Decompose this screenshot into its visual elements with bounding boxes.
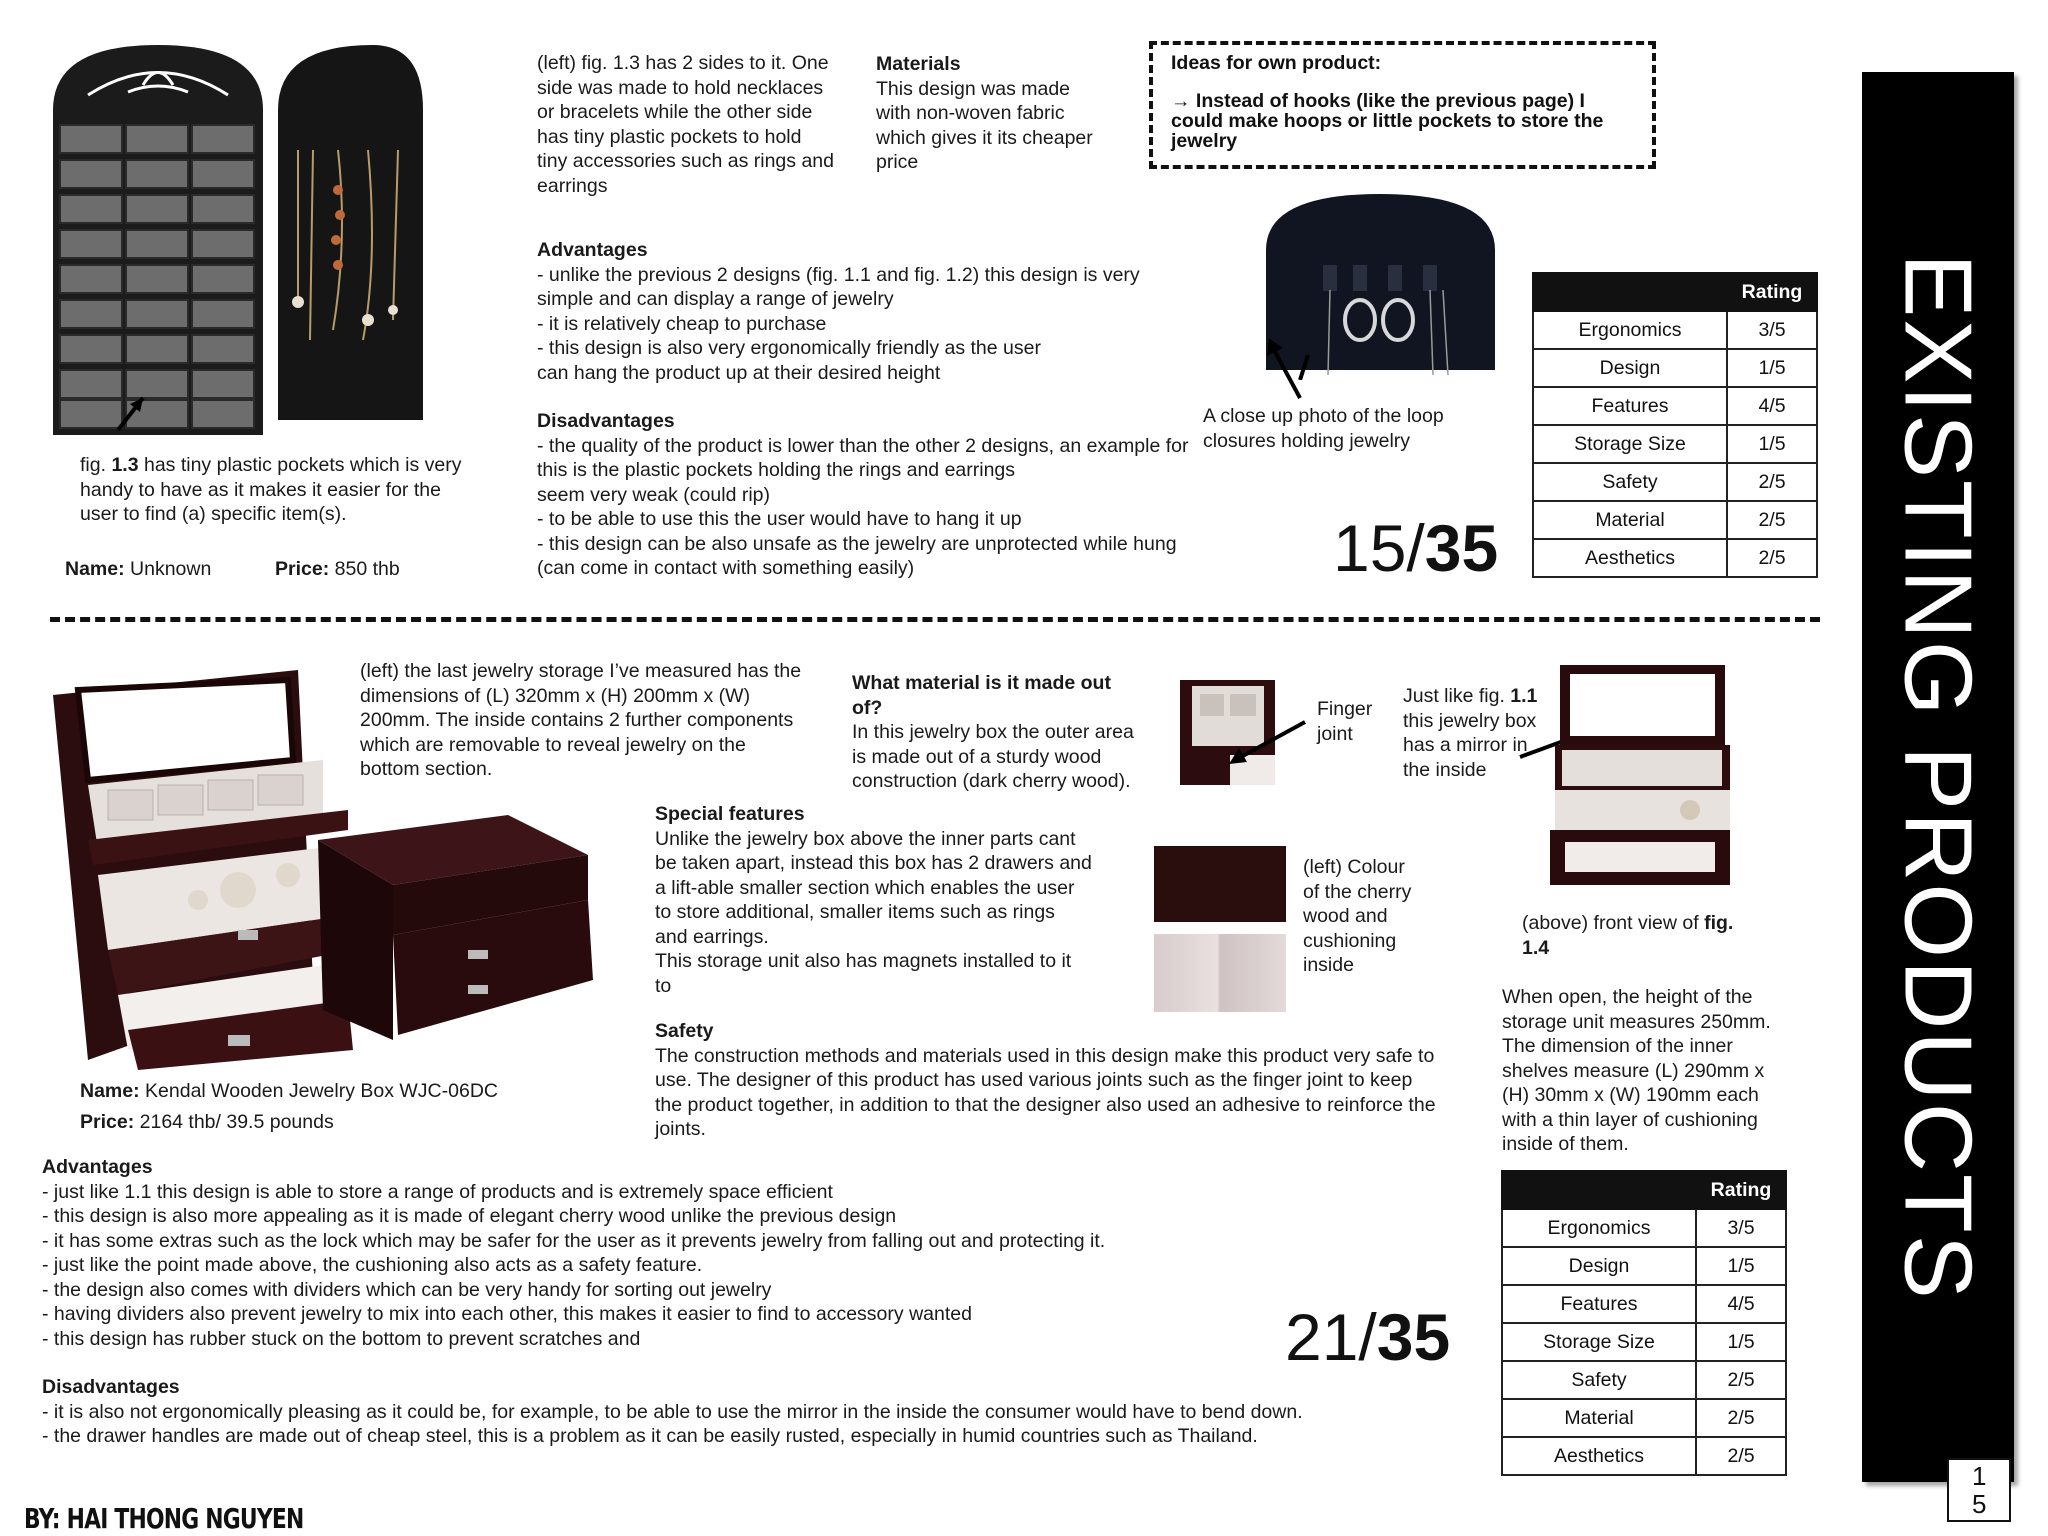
bottom-rating-table bbox=[1501, 1170, 1787, 1476]
top-intro: (left) fig. 1.3 has 2 sides to it. One side was made to hold necklaces or bracelets while the other side has tiny plastic pockets to hold tiny accessories such as rings and earrings bbox=[537, 52, 834, 197]
table-row: Features 4/5 bbox=[1533, 387, 1817, 425]
table-row: Safety 2/5 bbox=[1502, 1361, 1786, 1399]
rating-header: Rating bbox=[1696, 1171, 1786, 1209]
side-title bbox=[1862, 72, 2014, 1482]
mirror-note: Just like fig. 1.1 this jewelry box has a mirror in the inside bbox=[1403, 685, 1538, 781]
table-row: Material 2/5 bbox=[1533, 501, 1817, 539]
product-name-bottom: Name: Kendal Wooden Jewelry Box WJC-06DC bbox=[80, 1080, 498, 1102]
table-row: Storage Size 1/5 bbox=[1533, 425, 1817, 463]
table-row: Aesthetics 2/5 bbox=[1502, 1437, 1786, 1475]
safety-block: Safety The construction methods and materials used in this design make this product very safe to use. The designer of this product has used various joints such as the finger joint to keep the product together, in addition to that the designer also used an adhesive to reinforce the joints. bbox=[655, 1020, 1436, 1140]
special-features: Special features Unlike the jewelry box above the inner parts cant be taken apart, instead this box has 2 drawers and a lift-able smaller section which enables the user to store additional, smaller items such as rings and earrings. This storage unit also has magnets installed to it to bbox=[655, 803, 1092, 997]
rating-header: Rating bbox=[1727, 273, 1817, 311]
closeup-caption: A close up photo of the loop closures holding jewelry bbox=[1203, 405, 1444, 452]
table-row: Aesthetics 2/5 bbox=[1533, 539, 1817, 577]
page-title: EXISTING PRODUCTS bbox=[1885, 253, 1992, 1301]
cushion-swatch bbox=[1154, 934, 1286, 1012]
front-view-caption: (above) front view of fig. 1.4 bbox=[1522, 912, 1734, 959]
top-score: 15/35 bbox=[1333, 511, 1499, 585]
material-block: What material is it made out of? In this jewelry box the outer area is made out of a sturdy wood construction (dark cherry wood). bbox=[852, 672, 1134, 792]
open-height-note: When open, the height of the storage unit measures 250mm. The dimension of the inner shelves measure (L) 290mm x (H) 30mm x (W) 190mm each with a thin layer of cushioning inside of them. bbox=[1502, 986, 1771, 1155]
materials-block: Materials This design was made with non-woven fabric which gives it its cheaper price bbox=[876, 53, 1093, 173]
finger-joint-arrow bbox=[1225, 718, 1310, 768]
ideas-heading: Ideas for own product: bbox=[1171, 52, 1382, 74]
section-divider bbox=[50, 617, 1820, 622]
finger-joint-label: Finger joint bbox=[1317, 698, 1373, 745]
top-rating-table bbox=[1532, 272, 1818, 578]
author-credit: BY: HAI THONG NGUYEN bbox=[24, 1502, 304, 1535]
ideas-text: → Instead of hooks (like the previous page) I could make hoops or little pockets to store the jewelry bbox=[1171, 90, 1604, 152]
fig-caption: fig. 1.3 has tiny plastic pockets which is very handy to have as it makes it easier for the user to find (a) specific item(s). bbox=[80, 454, 462, 525]
top-disadvantages: Disadvantages - the quality of the product is lower than the other 2 designs, an example for this is the plastic pockets holding the rings and earrings seem very weak (could rip) - to be able to use this the user would have to hang it up - this design can be also unsafe as the jewelry are unprotected while hung (can come in contact with something easily) bbox=[537, 410, 1189, 579]
table-row: Ergonomics 3/5 bbox=[1533, 311, 1817, 349]
page-number: 15 bbox=[1947, 1458, 2011, 1522]
table-row: Ergonomics 3/5 bbox=[1502, 1209, 1786, 1247]
product-price: Price: 850 thb bbox=[275, 558, 400, 580]
cherry-wood-swatch bbox=[1154, 846, 1286, 922]
table-row: Design 1/5 bbox=[1533, 349, 1817, 387]
product-name: Name: Unknown bbox=[65, 558, 212, 580]
product-price-bottom: Price: 2164 thb/ 39.5 pounds bbox=[80, 1111, 334, 1133]
bottom-score: 21/35 bbox=[1285, 1300, 1451, 1374]
top-advantages: Advantages - unlike the previous 2 designs (fig. 1.1 and fig. 1.2) this design is very simple and can display a range of jewelry - it is relatively cheap to purchase - this design is also very ergonomically friendly as the user can hang the product up at their desired height bbox=[537, 239, 1140, 384]
hanging-organizer-photo bbox=[48, 40, 428, 440]
colour-caption: (left) Colour of the cherry wood and cushioning inside bbox=[1303, 856, 1412, 976]
table-row: Safety 2/5 bbox=[1533, 463, 1817, 501]
bottom-advantages: Advantages - just like 1.1 this design is able to store a range of products and is extremely space efficient - this design is also more appealing as it is made of elegant cherry wood unlike the previous design - it has some extras such as the lock which may be safer for the user as it prevents jewelry from falling out and protecting it. - just like the point made above, the cushioning also acts as a safety feature. - the design also comes with dividers which can be very handy for sorting out jewelry - having dividers also prevent jewelry to mix into each other, this makes it easier to find to accessory wanted - this design has rubber stuck on the bottom to prevent scratches and bbox=[42, 1156, 1106, 1350]
table-row: Storage Size 1/5 bbox=[1502, 1323, 1786, 1361]
bottom-intro: (left) the last jewelry storage I’ve measured has the dimensions of (L) 320mm x (H) 200mm x (W) 200mm. The inside contains 2 further components which are removable to reveal jewelry on the bottom section. bbox=[360, 660, 802, 780]
table-row: Features 4/5 bbox=[1502, 1285, 1786, 1323]
bottom-disadvantages: Disadvantages - it is also not ergonomically pleasing as it could be, for example, to be able to use the mirror in the inside the consumer would have to bend down. - the drawer handles are made out of cheap steel, this is a problem as it can be easily rusted, especially in humid countries such as Thailand. bbox=[42, 1376, 1303, 1447]
ideas-box bbox=[1149, 41, 1656, 169]
closeup-arrow bbox=[1265, 330, 1305, 400]
table-row: Design 1/5 bbox=[1502, 1247, 1786, 1285]
table-row: Material 2/5 bbox=[1502, 1399, 1786, 1437]
front-view-photo bbox=[1540, 660, 1740, 890]
